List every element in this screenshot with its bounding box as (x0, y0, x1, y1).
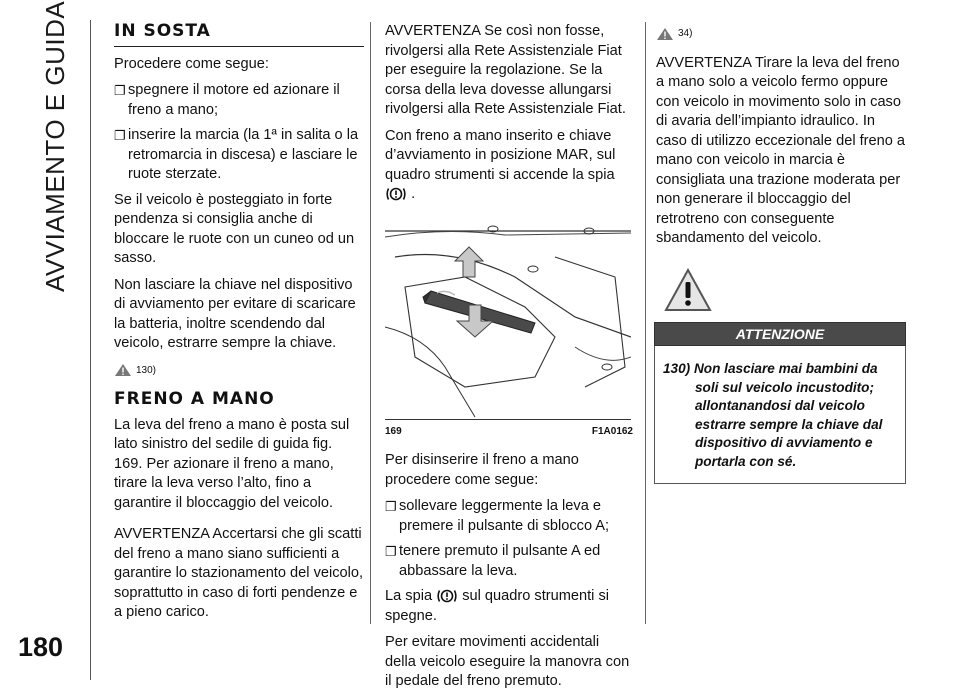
attention-header: ATTENZIONE (654, 322, 906, 346)
section-side-title (34, 0, 84, 292)
list-item: ❐ inserire la marcia (la 1ª in salita o la retromarcia in discesa) e lasciare le ruote sterzate. (114, 126, 364, 185)
list-item: ❐ sollevare leggermente la leva e premere il pulsante di sblocco A; (385, 497, 633, 536)
column-2 (385, 22, 633, 699)
list-item: ❐ spegnere il motore ed azionare il freno a mano; (114, 81, 364, 120)
column-divider (370, 22, 371, 624)
attention-body (654, 346, 906, 484)
intro-text: Procedere come segue: (114, 55, 269, 72)
attention-text: 130) Non lasciare mai bambini da soli sul veicolo incustodito; allontanandosi dal veicolo estrarre sempre la chiave dal dispositivo di avviamento e portarla con sé. (663, 361, 883, 469)
warning-reference: 130) (114, 361, 364, 381)
column-divider (645, 22, 646, 624)
checkbox-bullet-icon: ❐ (114, 83, 126, 98)
checkbox-bullet-icon: ❐ (114, 128, 126, 143)
brake-warning-lamp-icon (436, 588, 458, 604)
side-divider (90, 20, 91, 680)
heading-freno-a-mano: FRENO A MANO (114, 389, 275, 409)
paragraph: Se il veicolo è posteggiato in forte pendenza si consiglia anche di bloccare le ruote con un cuneo od un sasso. (114, 191, 355, 266)
column-1 (114, 22, 364, 630)
warning-reference: 34) (656, 24, 908, 44)
checkbox-bullet-icon: ❐ (385, 499, 397, 514)
attention-box (654, 322, 906, 484)
list-item: ❐ tenere premuto il pulsante A ed abbassare la leva. (385, 542, 633, 581)
warning-triangle-icon (664, 268, 712, 312)
figure-number: 169 (385, 425, 402, 437)
handbrake-lever-illustration (385, 217, 631, 419)
paragraph: La spia sul quadro strumenti si spegne. (385, 588, 610, 624)
page-number: 180 (18, 632, 64, 662)
brake-warning-lamp-icon (385, 186, 407, 202)
column-3 (656, 22, 908, 256)
paragraph: Per evitare movimenti accidentali della veicolo eseguire la manovra con il pedale del freno premuto. (385, 634, 630, 689)
paragraph: AVVERTENZA Tirare la leva del freno a mano solo a veicolo fermo oppure con veicolo in movimento solo in caso di avaria dell’impianto idraulico. In caso di utilizzo eccezionale del freno a mano con veicolo in marcia è consigliata una trazione moderata per non generare il bloccaggio del retrotreno con conseguente sbandamento del veicolo. (656, 54, 906, 246)
warning-triangle-icon (656, 27, 674, 41)
warning-triangle-icon (114, 363, 132, 377)
checkbox-bullet-icon: ❐ (385, 544, 397, 559)
paragraph: Non lasciare la chiave nel dispositivo di avviamento per evitare di scaricare la batteria, inoltre scendendo dal veicolo, estrarre sempre la chiave. (114, 276, 356, 351)
heading-in-sosta: IN SOSTA (114, 22, 364, 47)
paragraph: AVVERTENZA Se così non fosse, rivolgersi alla Rete Assistenziale Fiat per eseguire la regolazione. Se la corsa della leva dovesse allungarsi rivolgersi alla Rete Assistenziale Fiat. (385, 23, 626, 117)
paragraph: La leva del freno a mano è posta sul lato sinistro del sedile di guida fig. 169. Per azionare il freno a mano, tirare la leva verso l’alto, fino a garantire il bloccaggio del veicolo. (114, 416, 350, 511)
figure-code: F1A0162 (591, 425, 633, 437)
paragraph: Con freno a mano inserito e chiave d’avviamento in posizione MAR, sul quadro strumenti si accende la spia . (385, 127, 616, 202)
figure-caption (385, 422, 633, 442)
section-title-text: AVVIAMENTO E GUIDA (40, 0, 70, 292)
paragraph: AVVERTENZA Accertarsi che gli scatti del freno a mano siano sufficienti a garantire lo stazionamento del veicolo, soprattutto in caso di forti pendenze e a pieno carico. (114, 526, 364, 620)
paragraph: Per disinserire il freno a mano procedere come segue: (385, 452, 579, 488)
figure-169 (385, 217, 631, 420)
